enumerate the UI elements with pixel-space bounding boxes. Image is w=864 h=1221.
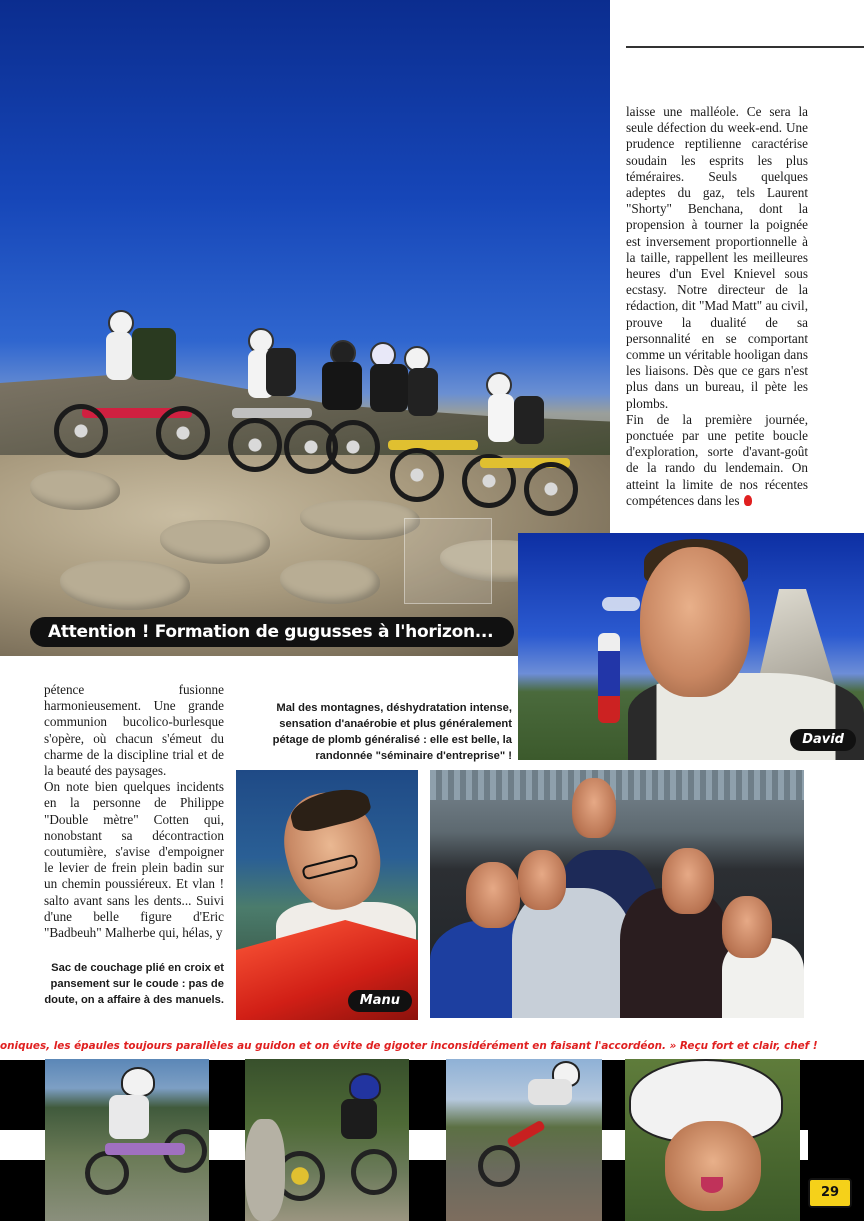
article-column-left	[44, 682, 224, 941]
rider	[460, 372, 590, 522]
name-tag-manu: Manu	[348, 990, 412, 1012]
watermark	[404, 518, 492, 604]
page-number: 29	[808, 1178, 852, 1208]
paragraph: Fin de la première journée, ponctuée par une petite boucle d'exploration, sorte d'avant-goût de la rando du lendemain. On atteint la limite de nos récentes compétences dans les	[626, 411, 808, 508]
caption-mal-des-montagnes: Mal des montagnes, déshydratation intense, sensation d'anaérobie et plus généralement pétage de plomb généralisé : elle est belle, la randonnée "séminaire d'entreprise" !	[272, 702, 512, 762]
article-column-right	[626, 104, 808, 509]
paragraph: laisse une malléole. Ce sera la seule défection du week-end. Une prudence reptilienne caractérise soudain les esprits les plus téméraires. Seuls quelques adeptes du gaz, tels Laurent "Shorty" Benchana, dont la propension à tourner la poignée est inversement proportionnelle à la taille, rappellent les meilleures heures d'un Evel Knievel sous ecstasy. Notre directeur de la rédaction, dit "Mad Matt" au civil, prouve la dualité de sa personnalité en se comportant comme un véritable hooligan dans les liaisons. Dès que ce gars n'est plus dans un bureau, il pète les plombs.	[626, 104, 808, 411]
film-photo-1	[45, 1059, 209, 1221]
photo-group	[430, 770, 804, 1018]
film-photo-3	[446, 1059, 602, 1221]
film-photo-4	[625, 1059, 800, 1221]
name-tag-david: David	[790, 729, 856, 751]
paragraph: On note bien quelques incidents en la personne de Philippe "Double mètre" Cotten qui, nonobstant sa décontraction coutumière, s'avise d'empoigner le levier de frein plein badin sur un chemin poussiéreux. Et vlan ! salto avant sans les dents... Suivi d'une belle figure d'Eric "Badbeuh" Malherbe qui, hélas, y	[44, 779, 224, 941]
banner-quote: oniques, les épaules toujours parallèles au guidon et on évite de gigoter inconsidérément en faisant l'accordéon. » Reçu fort et clair, chef !	[0, 1040, 818, 1052]
film-photo-2	[245, 1059, 409, 1221]
hero-caption: Attention ! Formation de gugusses à l'horizon...	[30, 617, 514, 647]
paragraph: pétence fusionne harmonieusement. Une grande communion bucolico-burlesque s'opère, où chacun s'émeut du charme de la discipline trial et de la beauté des paysages.	[44, 682, 224, 779]
top-rule	[626, 46, 864, 48]
caption-sac-de-couchage: Sac de couchage plié en croix et pansement sur le coude : pas de doute, on a affaire à des manuels.	[44, 962, 224, 1006]
photo-manu	[236, 770, 418, 1020]
continue-bullet-icon	[744, 495, 752, 506]
rider	[52, 308, 212, 468]
photo-david	[518, 533, 864, 760]
